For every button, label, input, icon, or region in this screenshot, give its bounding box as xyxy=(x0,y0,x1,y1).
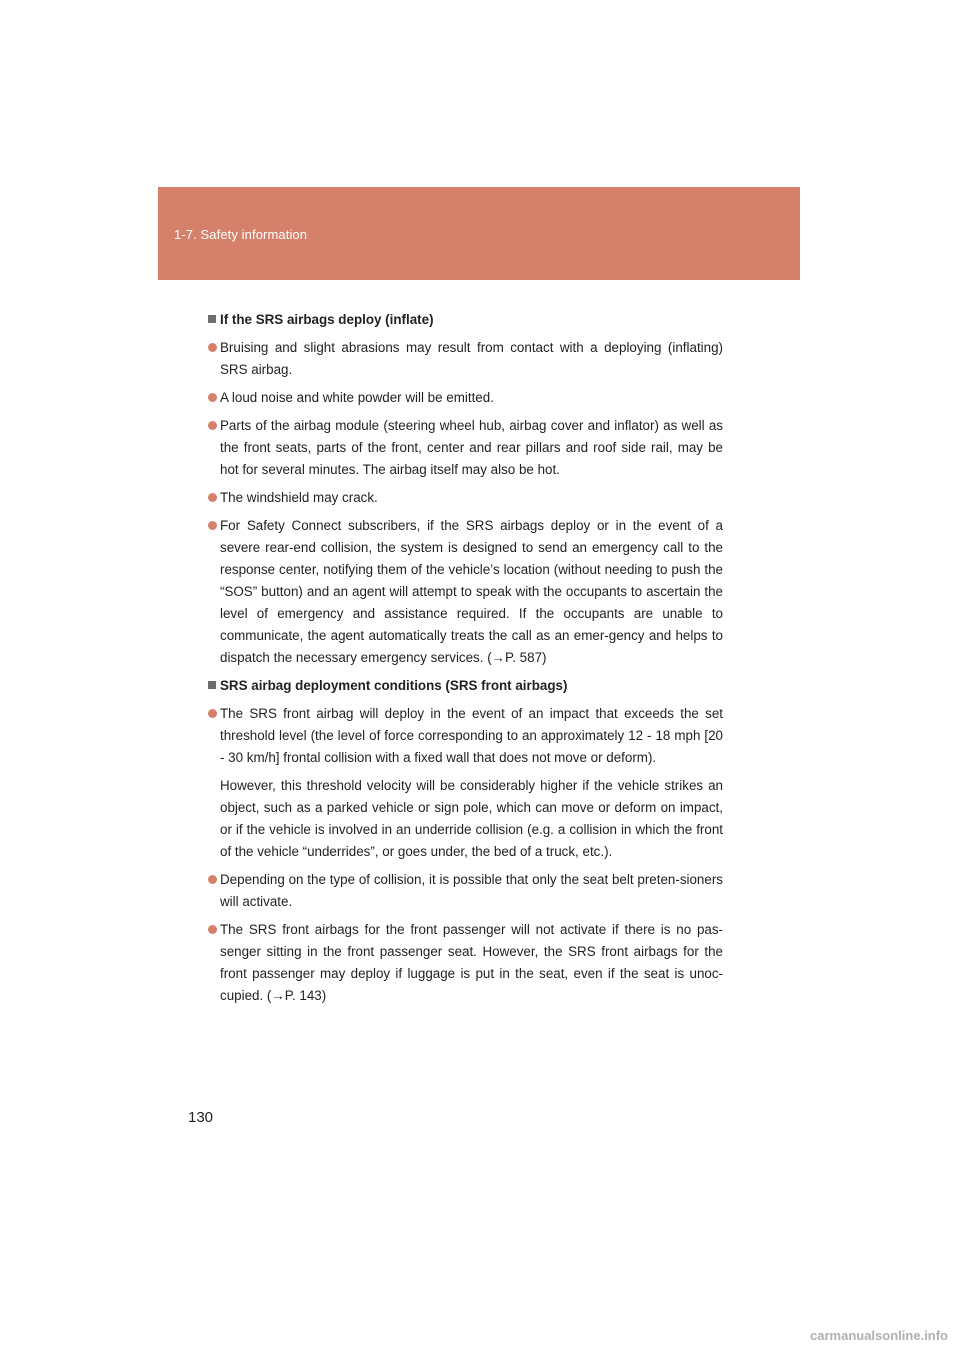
section-heading-text: If the SRS airbags deploy (inflate) xyxy=(220,312,434,327)
section-heading xyxy=(208,675,723,697)
list-item-text: A loud noise and white powder will be emitted. xyxy=(220,390,494,405)
list-item-text: The SRS front airbags for the front passenger will not activate if there is no pas-senger sitting in the front passenger seat. However, the SRS front airbags for the front passenger may deploy if luggage is put in the seat, even if the seat is unoc-cupied. (→P. 143) xyxy=(220,922,723,1003)
list-item xyxy=(208,515,723,669)
list-item xyxy=(208,919,723,1007)
section-header-band xyxy=(158,187,800,280)
circle-bullet-icon xyxy=(208,709,217,718)
circle-bullet-icon xyxy=(208,421,217,430)
section-heading-text: SRS airbag deployment conditions (SRS front airbags) xyxy=(220,678,568,693)
list-item xyxy=(208,415,723,481)
list-item-text: Depending on the type of collision, it is possible that only the seat belt preten-sioners will activate. xyxy=(220,872,723,909)
section-deployment-conditions xyxy=(208,675,723,1007)
square-bullet-icon xyxy=(208,315,216,323)
square-bullet-icon xyxy=(208,681,216,689)
list-item-text: For Safety Connect subscribers, if the SRS airbags deploy or in the event of a severe rear-end collision, the system is designed to send an emergency call to the response center, notifying them of the vehicle’s location (without needing to push the “SOS” button) and an agent will attempt to speak with the occupants to ascertain the level of emergency and assistance required. If the occupants are unable to communicate, the agent automatically treats the call as an emer-gency and helps to dispatch the necessary emergency services. (→P. 587) xyxy=(220,518,723,665)
circle-bullet-icon xyxy=(208,875,217,884)
watermark: carmanualsonline.info xyxy=(810,1328,948,1343)
circle-bullet-icon xyxy=(208,521,217,530)
list-item xyxy=(208,337,723,381)
section-title: 1-7. Safety information xyxy=(174,227,308,242)
list-item xyxy=(208,869,723,913)
list-item-text: The windshield may crack. xyxy=(220,490,378,505)
list-item xyxy=(208,487,723,509)
list-item-text: The SRS front airbag will deploy in the event of an impact that exceeds the set threshold level (the level of force corresponding to an approximately 12 - 18 mph [20 - 30 km/h] frontal collision with a fixed wall that does not move or deform). xyxy=(220,706,723,765)
circle-bullet-icon xyxy=(208,925,217,934)
list-item-text: Parts of the airbag module (steering wheel hub, airbag cover and inflator) as well as the front seats, parts of the front, center and rear pillars and roof side rail, may be hot for several minutes. The airbag itself may also be hot. xyxy=(220,418,723,477)
section-airbag-deploy xyxy=(208,309,723,669)
circle-bullet-icon xyxy=(208,343,217,352)
list-item-text: Bruising and slight abrasions may result from contact with a deploying (inflating) SRS airbag. xyxy=(220,340,723,377)
section-heading xyxy=(208,309,723,331)
list-item-continuation: However, this threshold velocity will be considerably higher if the vehicle strikes an object, such as a parked vehicle or sign pole, which can move or deform on impact, or if the vehicle is involved in an underride collision (e.g. a collision in which the front of the vehicle “underrides”, or goes under, the bed of a truck, etc.). xyxy=(220,778,723,859)
circle-bullet-icon xyxy=(208,393,217,402)
page-number: 130 xyxy=(188,1109,214,1126)
list-item xyxy=(208,703,723,769)
circle-bullet-icon xyxy=(208,493,217,502)
page-content xyxy=(208,309,723,1013)
list-item xyxy=(208,387,723,409)
